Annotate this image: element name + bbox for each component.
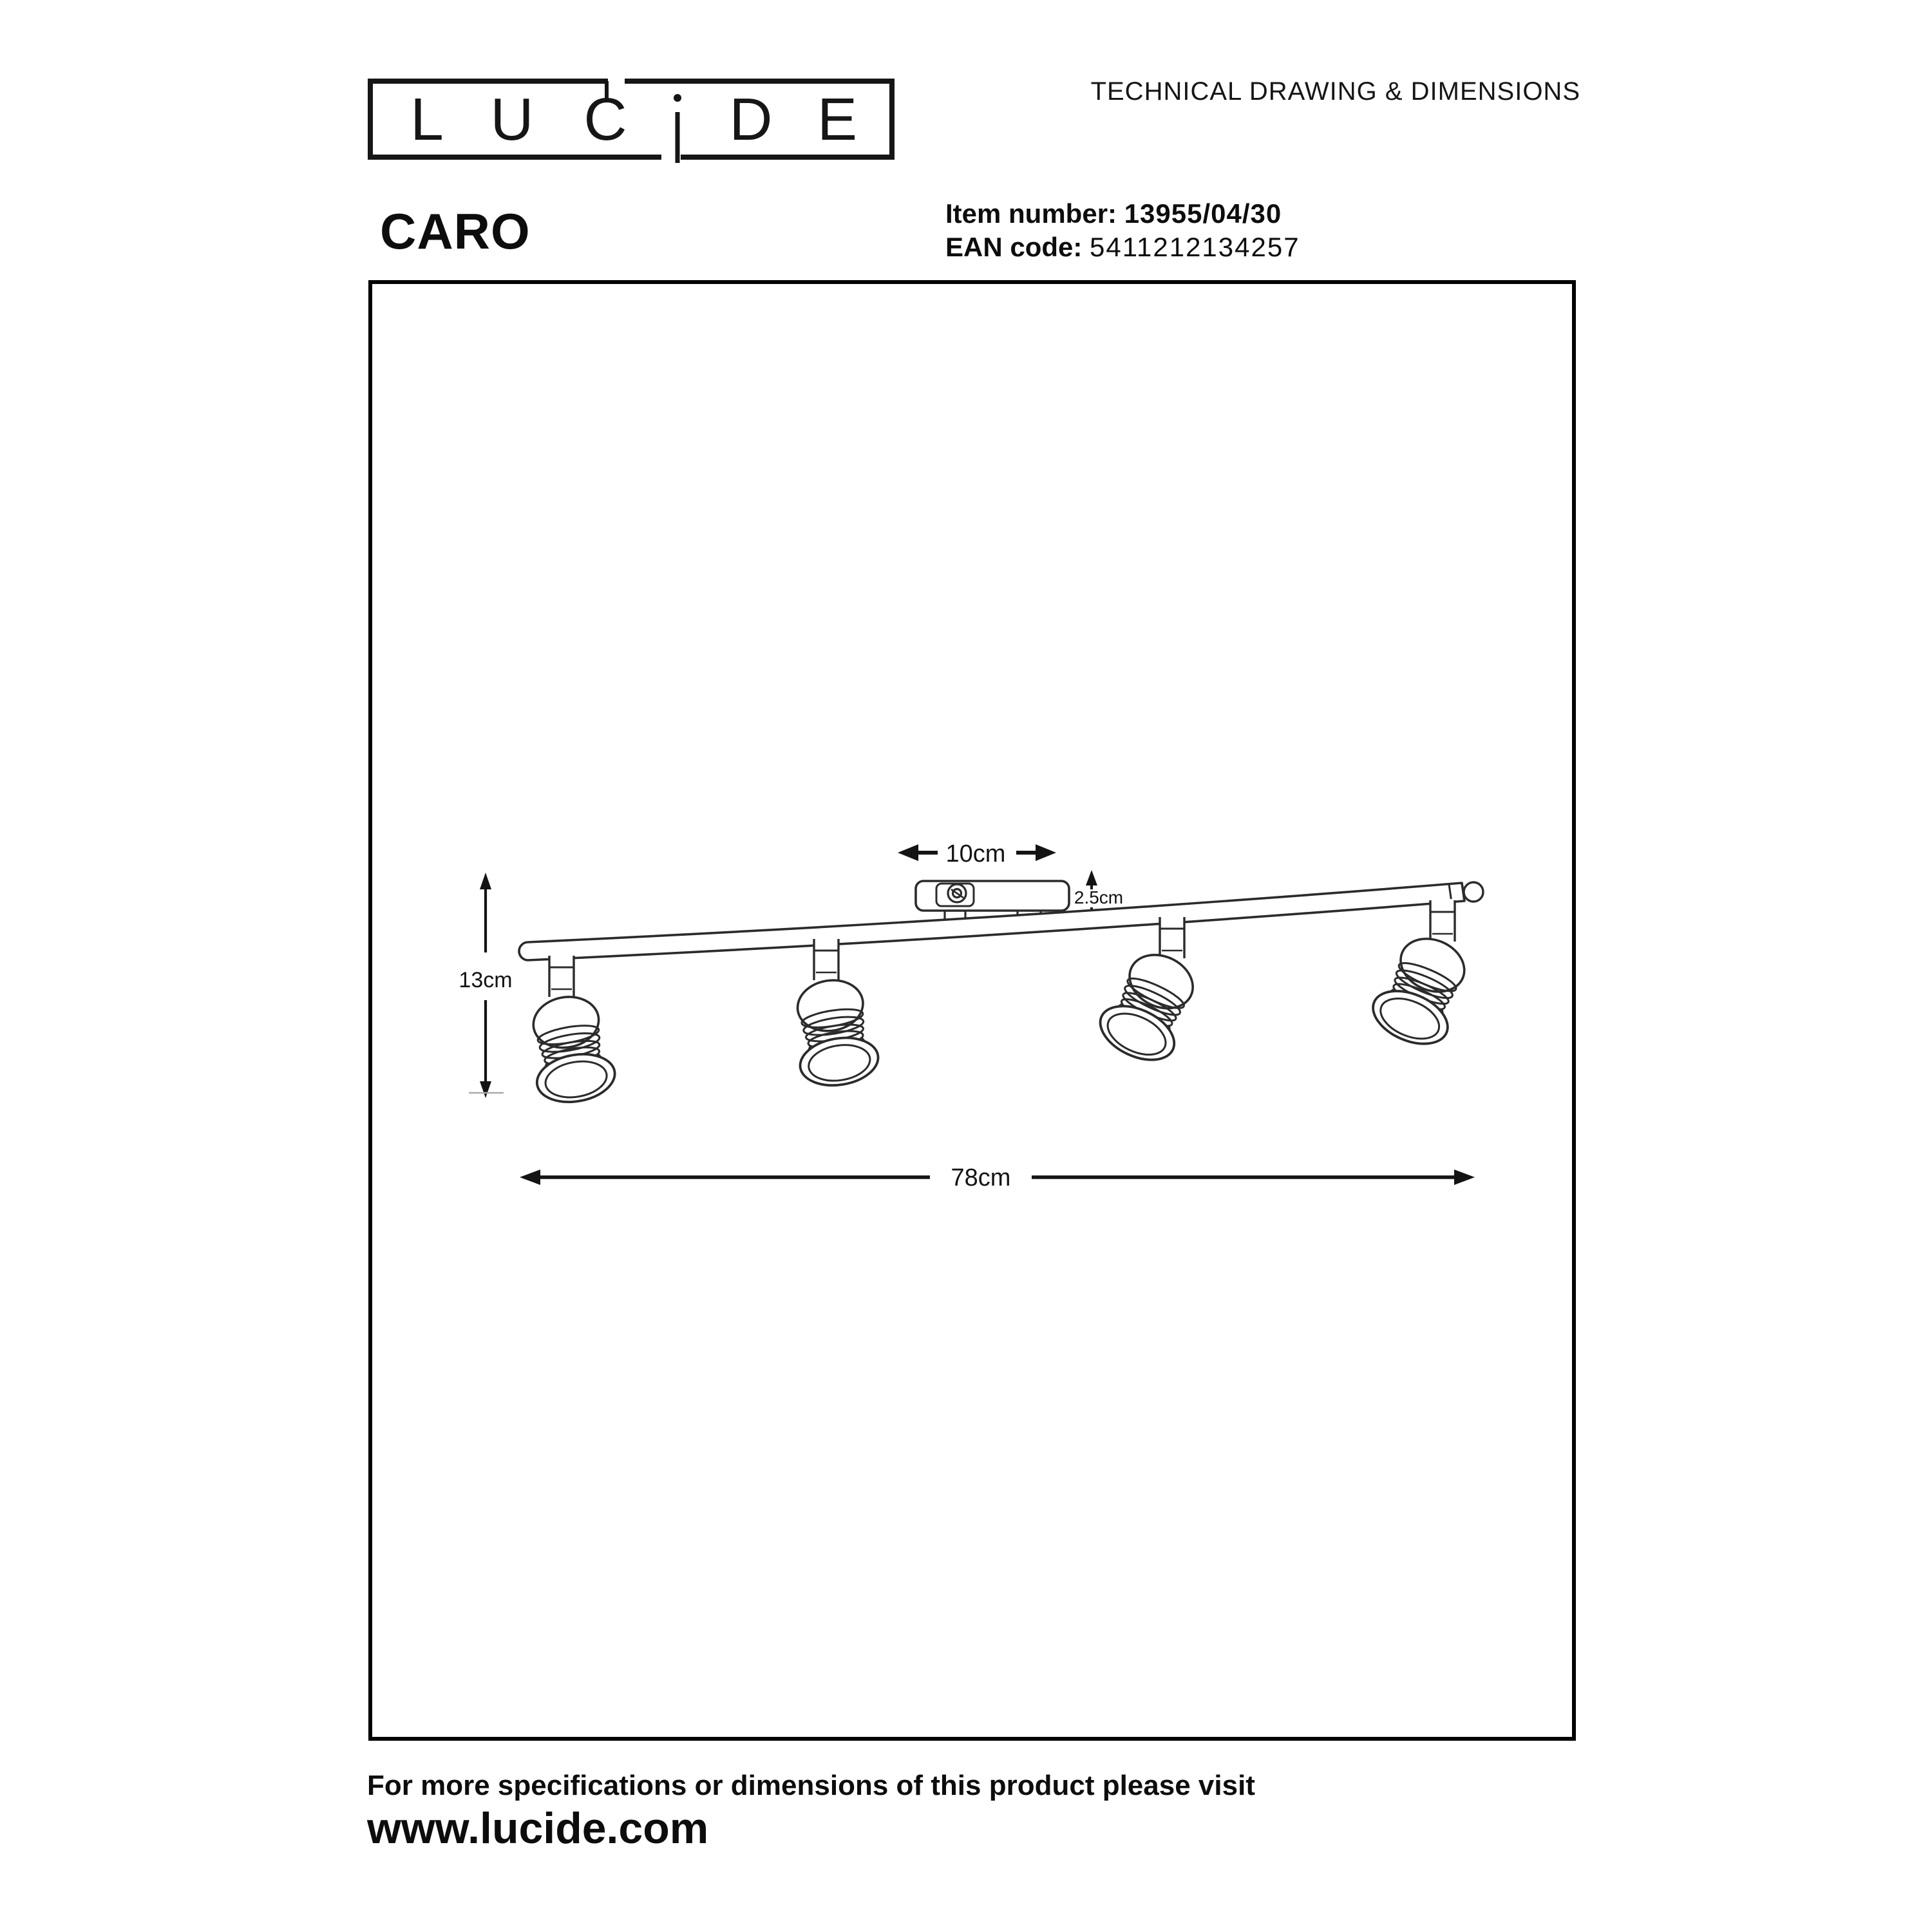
logo-letter: C [583, 86, 627, 153]
spotlight [1365, 899, 1479, 1054]
canopy-screw [948, 884, 966, 902]
ean-code-row [945, 231, 1300, 264]
logo-letter-i [674, 94, 681, 163]
arrow-down-icon [480, 1081, 491, 1098]
item-number-label: Item number: [945, 198, 1117, 229]
footer-website-link[interactable]: www.lucide.com [367, 1804, 709, 1853]
dim-canopy-width-label: 10cm [945, 840, 1006, 867]
spotlight [788, 938, 882, 1091]
product-codes [945, 197, 1300, 264]
item-number-row [945, 197, 1300, 231]
arrow-up-icon [480, 873, 491, 889]
ean-code-value: 5411212134257 [1090, 232, 1300, 262]
dim-canopy-width [898, 840, 1056, 867]
spotlight [1092, 916, 1207, 1070]
logo-letter: E [817, 86, 858, 153]
logo-letter: L [410, 86, 444, 153]
technical-drawing [372, 284, 1572, 1737]
lucide-logo [368, 79, 895, 166]
drawing-frame [368, 280, 1576, 1741]
logo-border-gap-top [608, 79, 625, 85]
logo-letter: D [729, 86, 773, 153]
page-title: TECHNICAL DRAWING & DIMENSIONS [1090, 77, 1580, 106]
dim-total-height [459, 873, 512, 1098]
spotlight [523, 954, 618, 1108]
logo-border [370, 81, 892, 157]
arrow-right-icon [1036, 844, 1056, 861]
logo-letter: U [490, 86, 534, 153]
footer-note: For more specifications or dimensions of this product please visit [367, 1770, 1255, 1801]
arrow-left-icon [898, 844, 918, 861]
ean-code-label: EAN code: [945, 232, 1083, 262]
item-number-value: 13955/04/30 [1124, 198, 1282, 229]
dim-canopy-height-label: 2.5cm [1074, 887, 1124, 907]
product-name: CARO [380, 203, 531, 260]
arrow-up-icon [1086, 870, 1097, 886]
dim-total-width-label: 78cm [951, 1164, 1011, 1191]
dim-total-height-label: 13cm [459, 968, 513, 992]
bar-end-cap [1464, 882, 1483, 902]
arrow-right-icon [1454, 1170, 1475, 1185]
dim-total-width [520, 1164, 1475, 1191]
